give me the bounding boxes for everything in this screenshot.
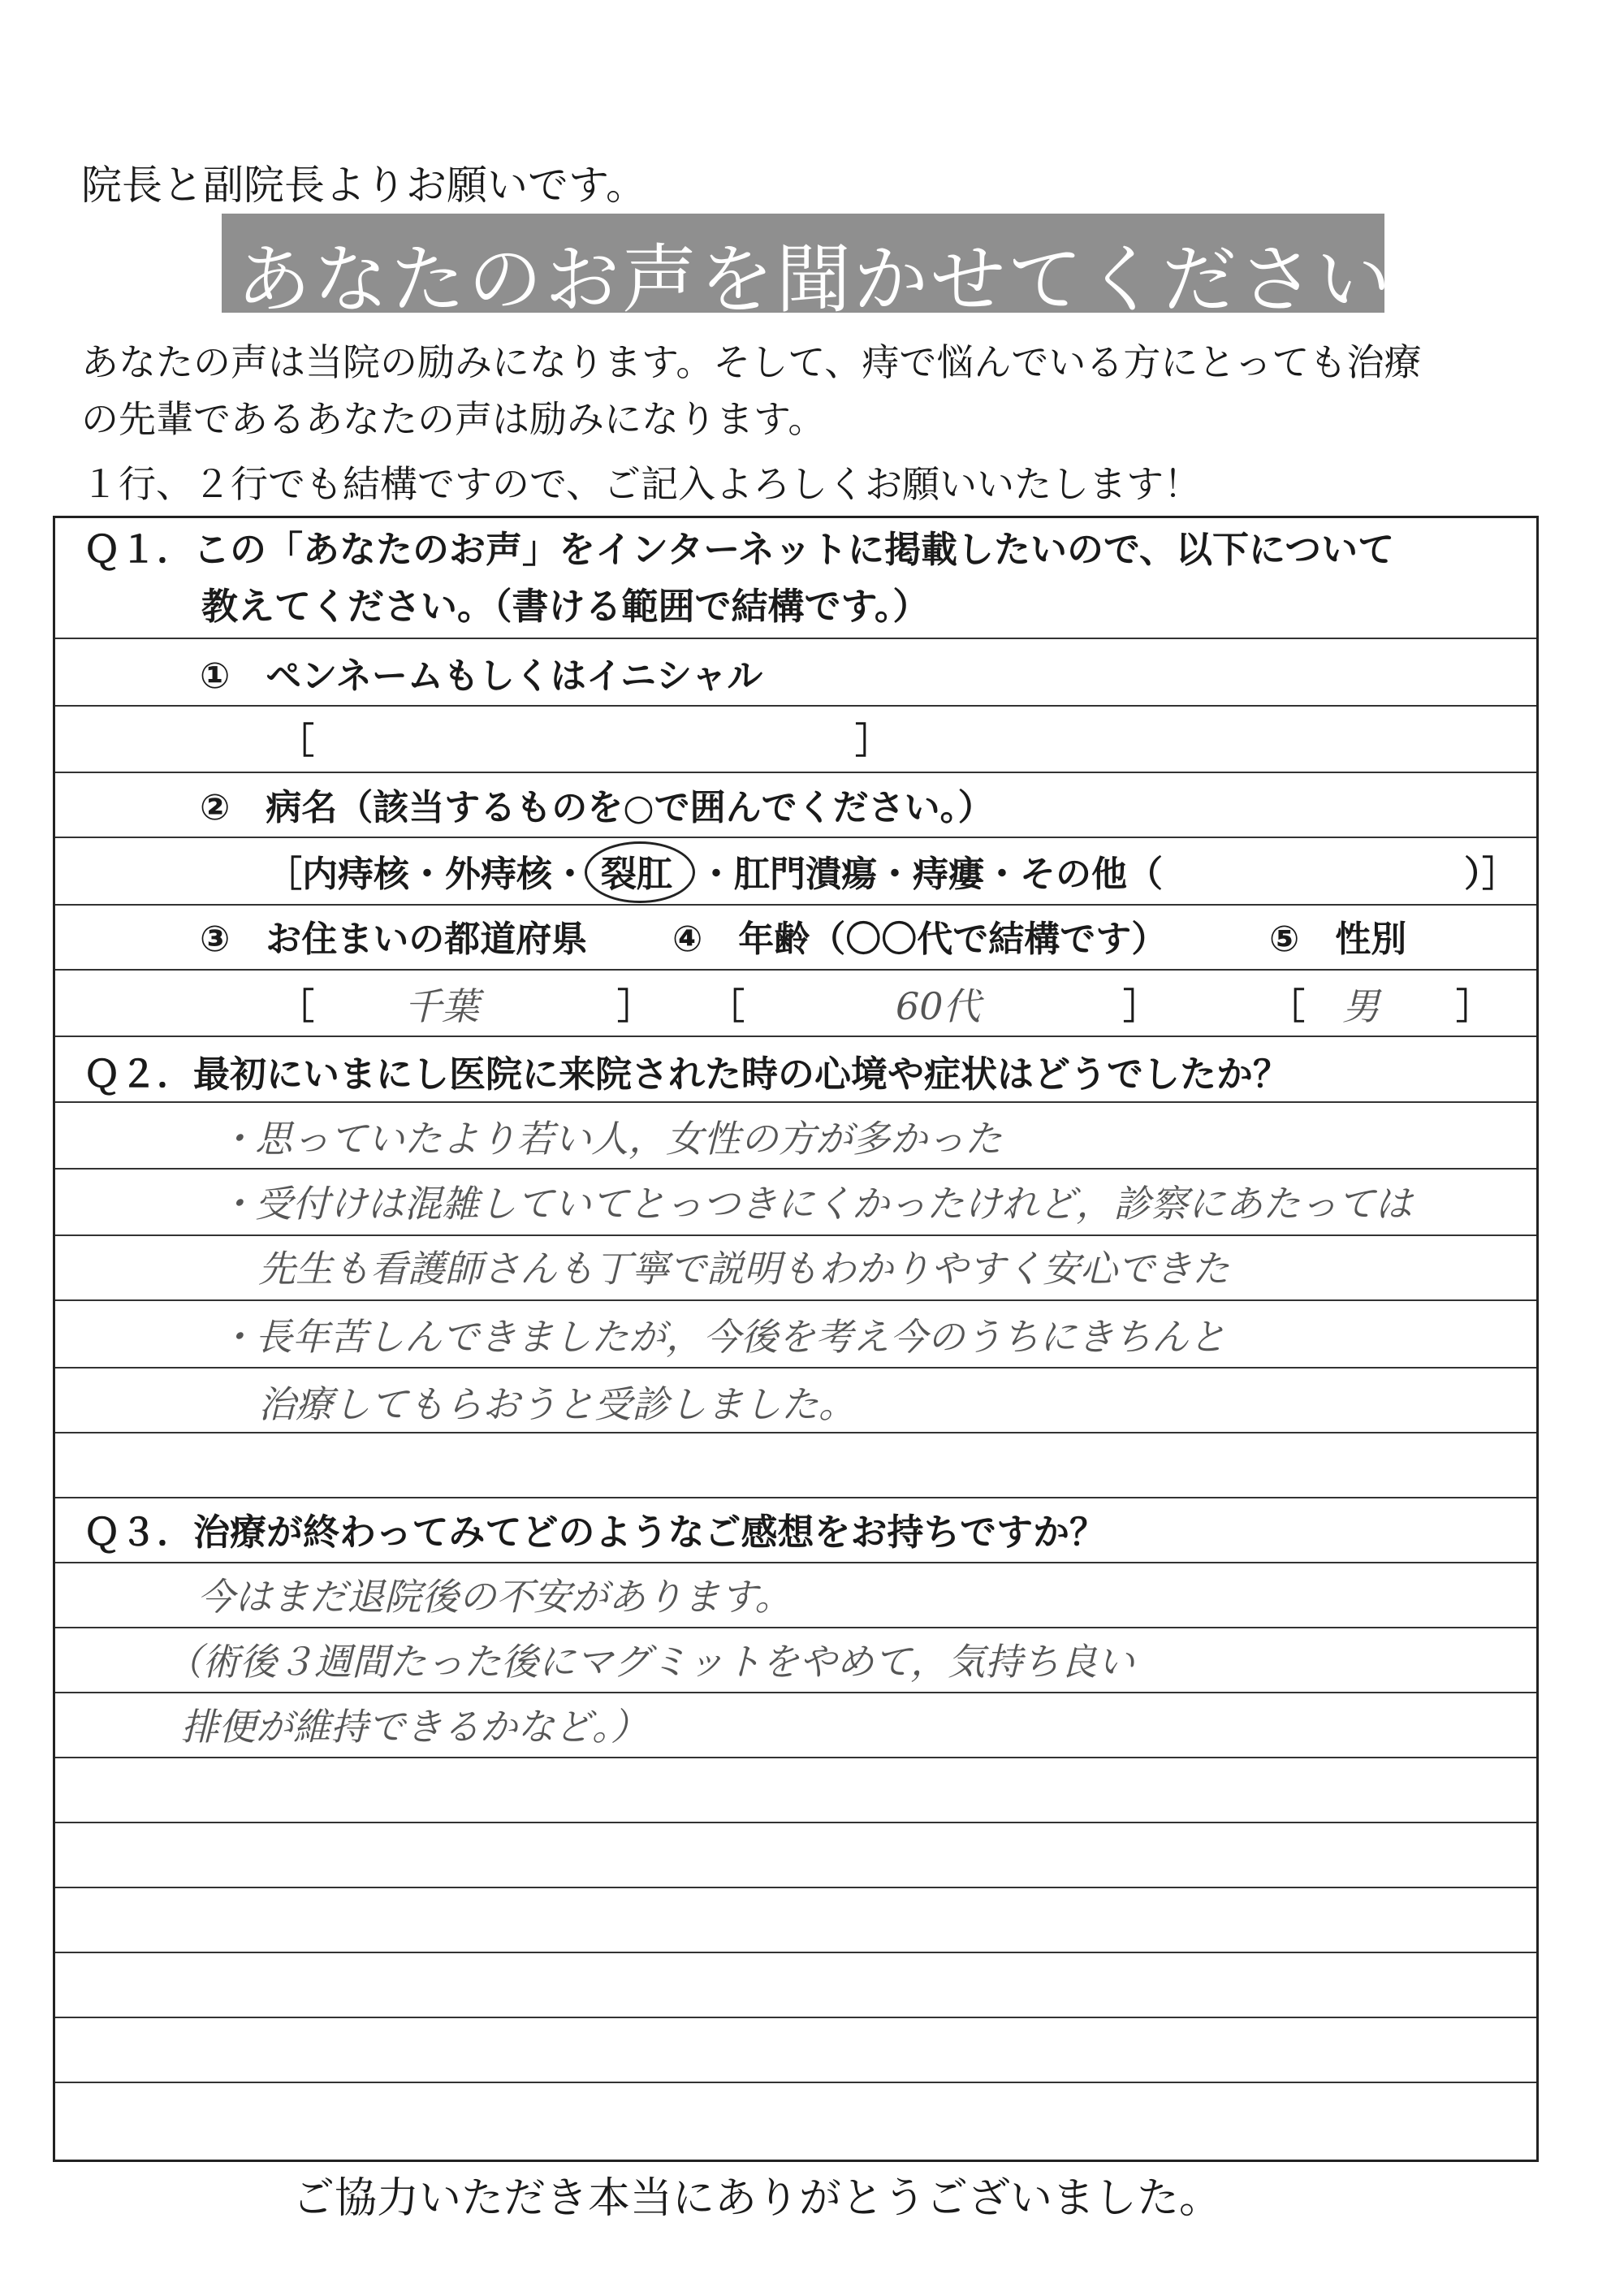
divider — [55, 638, 1536, 639]
divider — [55, 1497, 1536, 1498]
banner-title: あなたのお声を聞かせてください！ — [236, 236, 1471, 323]
divider — [55, 1757, 1536, 1758]
q3-question: Ｑ３．治療が終わってみてどのようなご感想をお持ちですか？ — [84, 1511, 1107, 1554]
item4-close-bracket: ］ — [1123, 986, 1159, 1027]
item1-close-bracket: ］ — [855, 720, 891, 762]
divider — [55, 1627, 1536, 1628]
q1-question-line-2: 教えてください。（書ける範囲で結構です。） — [201, 585, 930, 628]
divider — [55, 1367, 1536, 1369]
divider — [55, 1168, 1536, 1170]
divider — [55, 1562, 1536, 1563]
title-banner — [222, 214, 1471, 323]
divider — [55, 772, 1536, 773]
prefecture-answer: 千葉 — [404, 984, 479, 1028]
item4-open-bracket: ［ — [709, 986, 745, 1027]
gender-answer: 男 — [1342, 984, 1380, 1028]
questionnaire-form — [53, 516, 1539, 2162]
intro-line-2: の先輩であるあなたの声は励みになります。 — [81, 397, 826, 441]
divider — [55, 1101, 1536, 1103]
item1-open-bracket: ［ — [279, 720, 314, 762]
divider — [55, 1887, 1536, 1888]
q1-item1-label: ① ペンネームもしくはイニシャル — [200, 655, 763, 697]
divider — [55, 904, 1536, 906]
footer-thanks: ご協力いただき本当にありがとうございました。 — [292, 2174, 1222, 2223]
item2-options-before: ［内痔核・外痔核・ — [266, 854, 588, 895]
q3-answer-line-3: 排便が維持できるかなど。） — [181, 1705, 648, 1749]
q2-answer-line-2: ・受付けは混雑していてとっつきにくかったけれど，診察にあたっては — [218, 1182, 1413, 1226]
form-subtitle: 院長と副院長よりお願いです。 — [81, 162, 646, 209]
item2-selected-option: 裂肛 — [601, 854, 672, 895]
divider — [55, 2082, 1536, 2083]
item3-close-bracket: ］ — [617, 986, 653, 1027]
q1-item3-label: ③ お住まいの都道府県 — [200, 919, 588, 960]
q2-answer-line-1: ・思っていたより若い人，女性の方が多かった — [218, 1117, 1002, 1161]
divider — [55, 1234, 1536, 1236]
divider — [55, 969, 1536, 971]
divider — [55, 1952, 1536, 1953]
intro-line-1: あなたの声は当院の励みになります。そして、痔で悩んでいる方にとっても治療 — [81, 340, 1422, 384]
divider — [55, 2017, 1536, 2018]
divider — [55, 1299, 1536, 1301]
q1-item2-label: ② 病名（該当するものを○で囲んでください。） — [200, 787, 994, 828]
divider — [55, 1692, 1536, 1693]
divider — [55, 1036, 1536, 1037]
q1-item4-label: ④ 年齢（〇〇代で結構です） — [672, 919, 1168, 960]
age-answer: 60代 — [896, 984, 981, 1028]
q1-question-line-1: Ｑ１．この「あなたのお声」をインターネットに掲載したいので、以下について — [84, 528, 1395, 571]
q3-answer-line-2: （術後３週間たった後にマグミットをやめて，気持ち良い — [165, 1640, 1135, 1684]
item3-open-bracket: ［ — [279, 986, 314, 1027]
item2-close-bracket: ）］ — [1464, 854, 1518, 895]
divider — [55, 837, 1536, 838]
q3-answer-line-1: 今はまだ退院後の不安があります。 — [197, 1575, 793, 1619]
divider — [55, 705, 1536, 707]
q2-answer-line-5: 治療してもらおうと受診しました。 — [258, 1382, 856, 1426]
q2-answer-line-4: ・長年苦しんできましたが，今後を考え今のうちにきちんと — [218, 1315, 1226, 1359]
item5-open-bracket: ［ — [1269, 986, 1305, 1027]
q2-answer-line-3: 先生も看護師さんも丁寧で説明もわかりやすく安心できた — [258, 1247, 1229, 1291]
item5-close-bracket: ］ — [1456, 986, 1492, 1027]
q2-question: Ｑ２．最初にいまにし医院に来院された時の心境や症状はどうでしたか？ — [84, 1053, 1290, 1096]
intro-line-3: １行、２行でも結構ですので、ご記入よろしくお願いいたします！ — [81, 462, 1202, 506]
q1-item5-label: ⑤ 性別 — [1269, 919, 1407, 960]
divider — [55, 1822, 1536, 1823]
item2-options-after: ・肛門潰瘍・痔瘻・その他（ — [698, 854, 1163, 895]
divider — [55, 1432, 1536, 1433]
